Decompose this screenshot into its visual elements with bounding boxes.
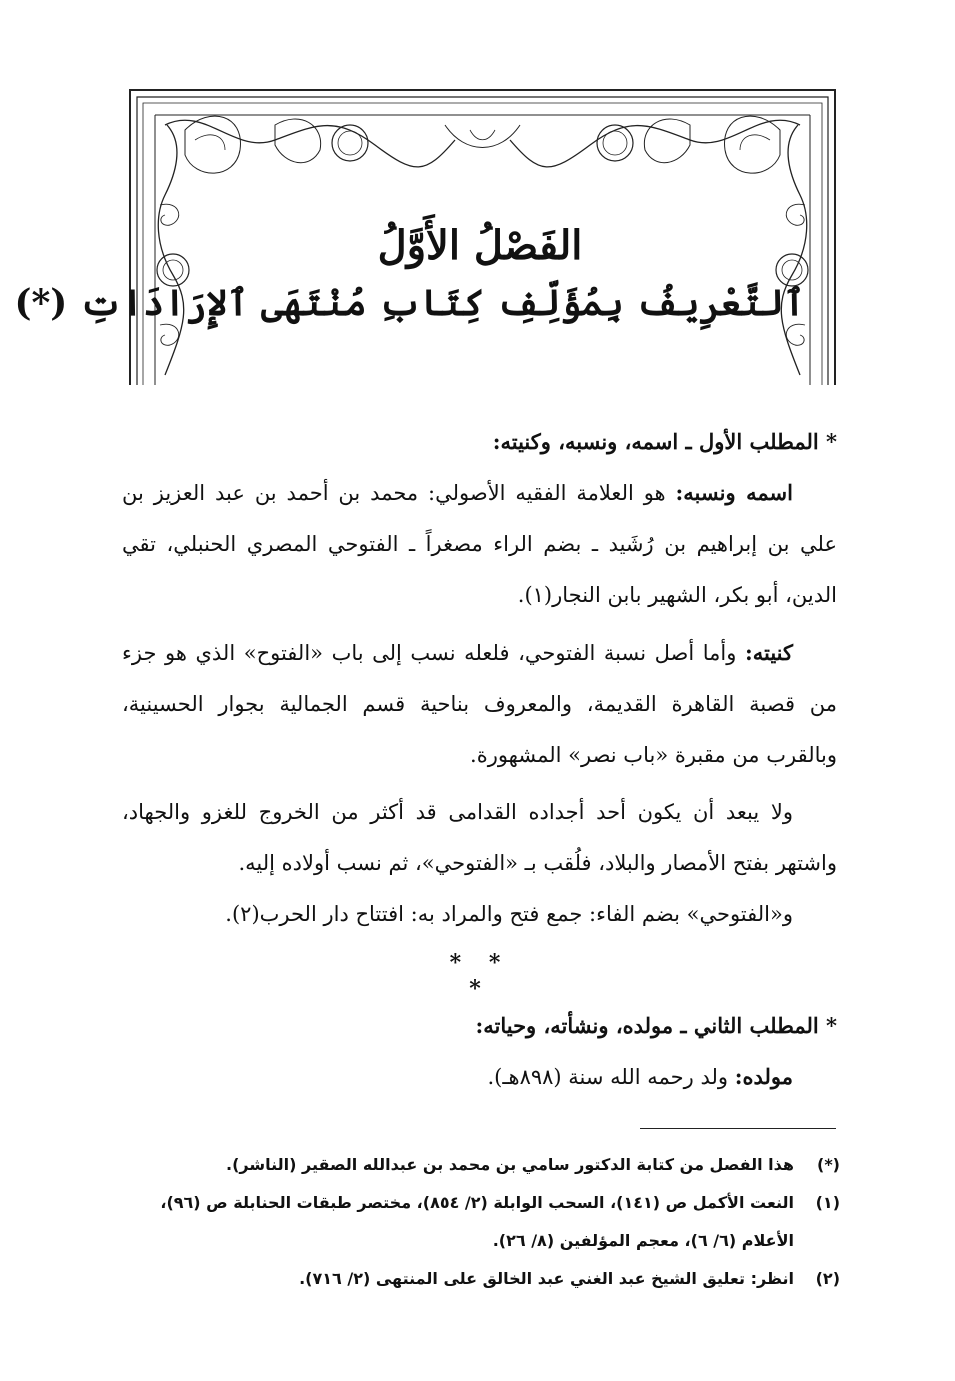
section-separator: * * *: [449, 950, 511, 1002]
section-2-heading: * المطلب الثاني ـ مولده، ونشأته، وحياته:: [475, 1013, 837, 1038]
ancestry-paragraph: ولا يبعد أن يكون أحد أجداده القدامى قد أكثر من الخروج للغزو والجهاد، واشتهر بفتح الأمصار والبلاد، فلُقب بـ «الفتوحي»، ثم نسب أولاده إليه.: [122, 800, 837, 875]
section-1-heading: * المطلب الأول ـ اسمه، ونسبه، وكنيته:: [492, 429, 837, 454]
footnote-item: [122, 1146, 840, 1184]
kunya-text: وأما أصل نسبة الفتوحي، فلعله نسب إلى باب «الفتوح» الذي هو جزء من قصبة القاهرة القديمة، والمعروف بناحية قسم الجمالية بجوار الحسينية، وبالقرب من مقبرة «باب نصر» المشهورة.: [122, 641, 837, 767]
section-2: [122, 1000, 837, 1103]
name-paragraph: [122, 467, 837, 621]
footnote-item: [122, 1260, 840, 1298]
name-label: اسمه ونسبه:: [675, 480, 793, 505]
meaning-paragraph: و«الفتوحي» بضم الفاء: جمع فتح والمراد به: افتتاح دار الحرب(٢).: [225, 902, 793, 926]
footnote-marker: (*): [817, 1155, 840, 1174]
birth-paragraph: [122, 1051, 837, 1103]
footnote-item: [122, 1184, 840, 1260]
footnote-marker: (١): [815, 1193, 840, 1212]
footnote-text: انظر: تعليق الشيخ عبد الغني عبد الخالق على المنتهى (٢/ ٧١٦).: [299, 1269, 794, 1288]
footnote-text: هذا الفصل من كتابة الدكتور سامي بن محمد بن عبدالله الصقير (الناشر).: [226, 1155, 794, 1174]
name-text: هو العلامة الفقيه الأصولي: محمد بن أحمد بن عبد العزيز بن علي بن إبراهيم بن رُشَيد ـ بضم الراء مصغراً ـ الفتوحي المصري الحنبلي، تقي الدين، أبو بكر، الشهير بابن النجار(١).: [122, 481, 837, 607]
kunya-label: كنيته:: [744, 640, 793, 665]
chapter-title: الفَصْلُ الأَوَّلُ: [377, 222, 583, 269]
footnote-divider: [640, 1128, 836, 1129]
kunya-paragraph: [122, 627, 837, 781]
chapter-subtitle: ٱلتَّعْرِيفُ بِمُؤَلِّفِ كِتَابِ مُنْتَهَى ٱلإِرَادَاتِ (*): [14, 282, 805, 324]
footnote-text: النعت الأكمل ص (١٤١)، السحب الوابلة (٢/ ٨٥٤)، مختصر طبقات الحنابلة ص (٩٦)، الأعلام (٦/ ٦)، معجم المؤلفين (٨/ ٢٦).: [160, 1193, 794, 1250]
birth-label: مولده:: [734, 1064, 793, 1089]
section-1: [122, 416, 837, 940]
birth-text: ولد رحمه الله سنة (٨٩٨هـ).: [487, 1065, 729, 1089]
footnotes: [122, 1146, 840, 1298]
footnote-marker: (٢): [815, 1269, 840, 1288]
